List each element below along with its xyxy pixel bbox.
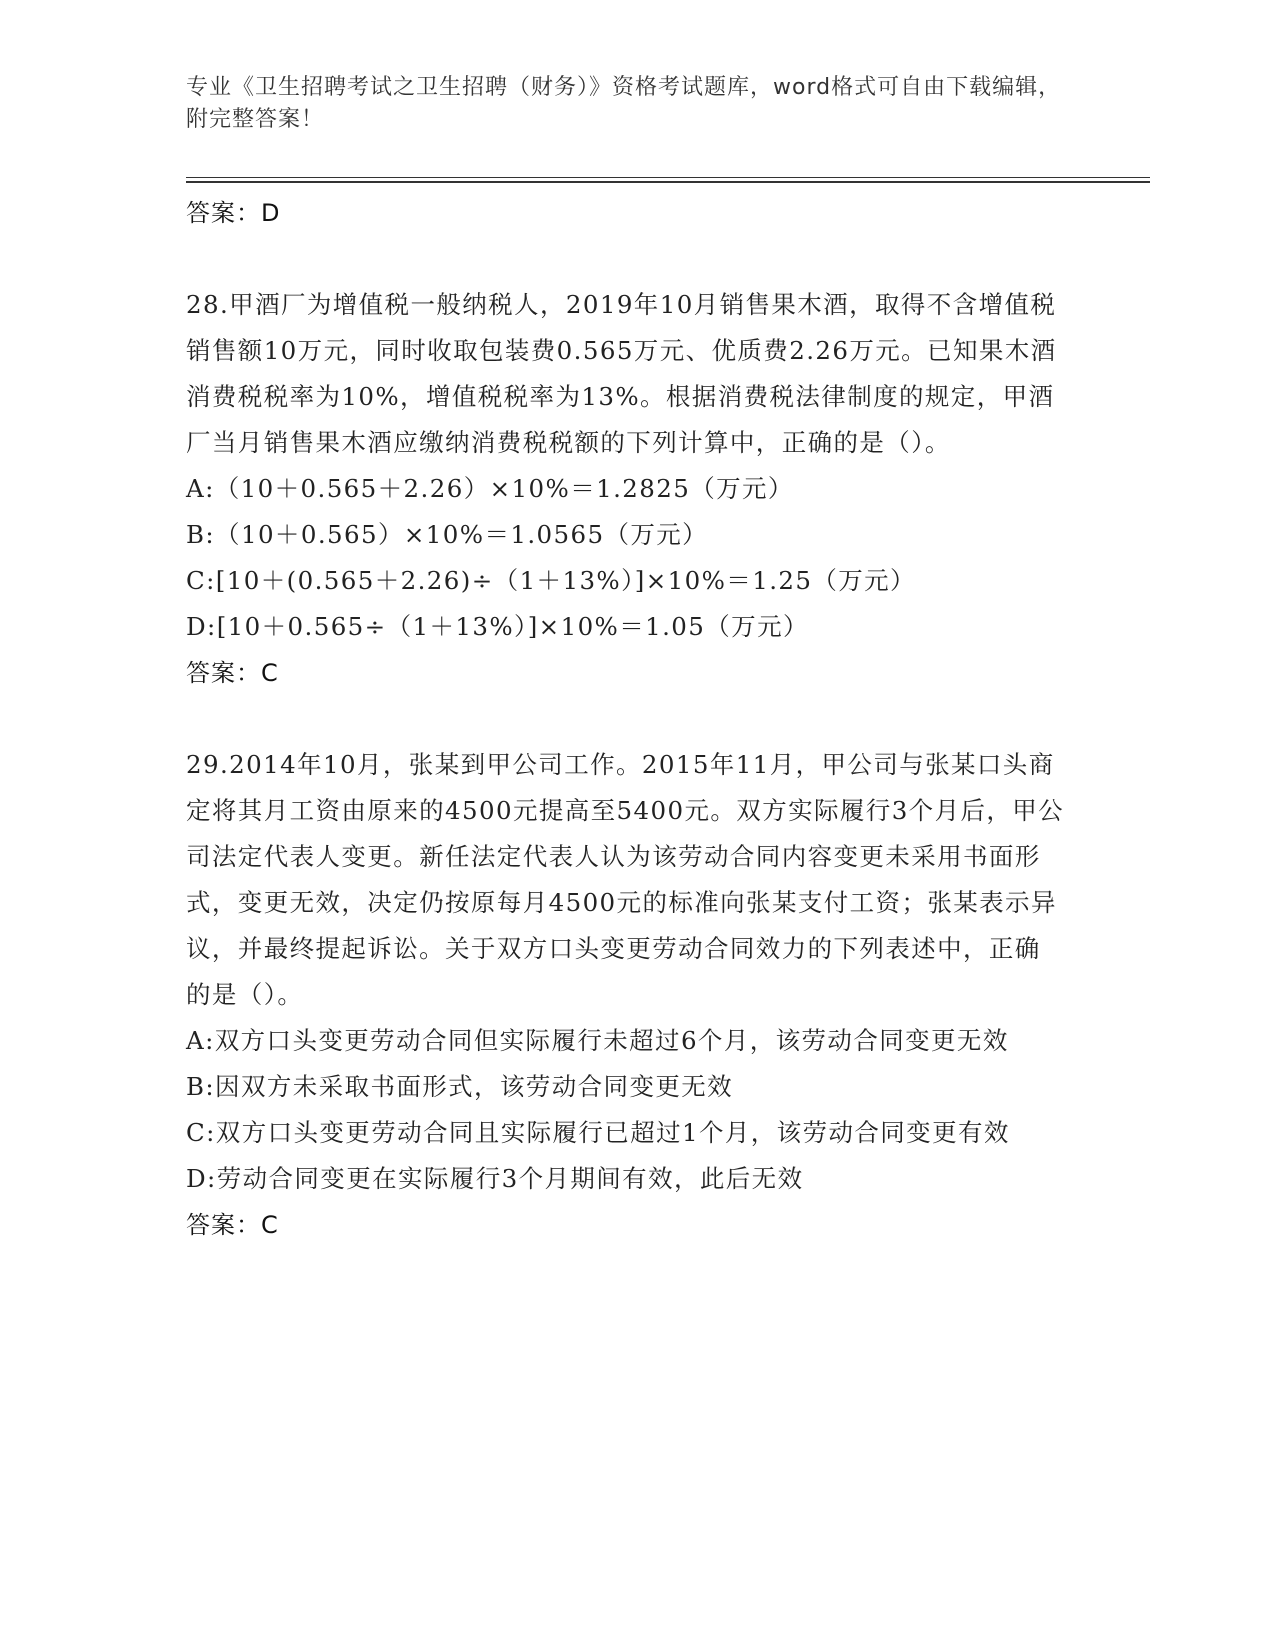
spacer [186, 696, 1086, 742]
option-b: B:（10＋0.565）×10%＝1.0565（万元） [186, 520, 709, 549]
option-b: B:因双方未采取书面形式，该劳动合同变更无效 [186, 1072, 734, 1101]
option-d: D:劳动合同变更在实际履行3个月期间有效，此后无效 [186, 1164, 804, 1193]
option-a: A:双方口头变更劳动合同但实际履行未超过6个月，该劳动合同变更无效 [186, 1026, 1009, 1055]
option-c: C:[10＋(0.565＋2.26)÷（1＋13%）]×10%＝1.25（万元） [186, 566, 916, 595]
option-c: C:双方口头变更劳动合同且实际履行已超过1个月，该劳动合同变更有效 [186, 1118, 1010, 1147]
header-divider-thick [186, 181, 1150, 183]
question-stem: 29.2014年10月，张某到甲公司工作。2015年11月，甲公司与张某口头商定将其月工资由原来的4500元提高至5400元。双方实际履行3个月后，甲公司法定代表人变更。新任法定代表人认为该劳动合同内容变更未采用书面形式，变更无效，决定仍按原每月4500元的标准向张某支付工资；张某表示异议，并最终提起诉讼。关于双方口头变更劳动合同效力的下列表述中，正确的是（）。 [186, 750, 1065, 1009]
option-d: D:[10＋0.565÷（1＋13%）]×10%＝1.05（万元） [186, 612, 809, 641]
previous-question-answer: 答案：D [186, 199, 281, 227]
option-a: A:（10＋0.565＋2.26）×10%＝1.2825（万元） [186, 474, 794, 503]
spacer [186, 236, 1086, 282]
question-stem: 28.甲酒厂为增值税一般纳税人，2019年10月销售果木酒，取得不含增值税销售额10万元，同时收取包装费0.565万元、优质费2.26万元。已知果木酒消费税税率为10%，增值税税率为13%。根据消费税法律制度的规定，甲酒厂当月销售果木酒应缴纳消费税税额的下列计算中，正确的是（）。 [186, 290, 1057, 457]
question-28 [186, 282, 1086, 696]
question-29 [186, 742, 1086, 1248]
question-answer: 答案：C [186, 659, 279, 687]
header-divider-thin [186, 177, 1150, 178]
document-header: 专业《卫生招聘考试之卫生招聘（财务）》资格考试题库，word格式可自由下载编辑，附完整答案！ [186, 75, 1062, 132]
question-answer: 答案：C [186, 1211, 279, 1239]
question-content [186, 190, 1086, 1248]
